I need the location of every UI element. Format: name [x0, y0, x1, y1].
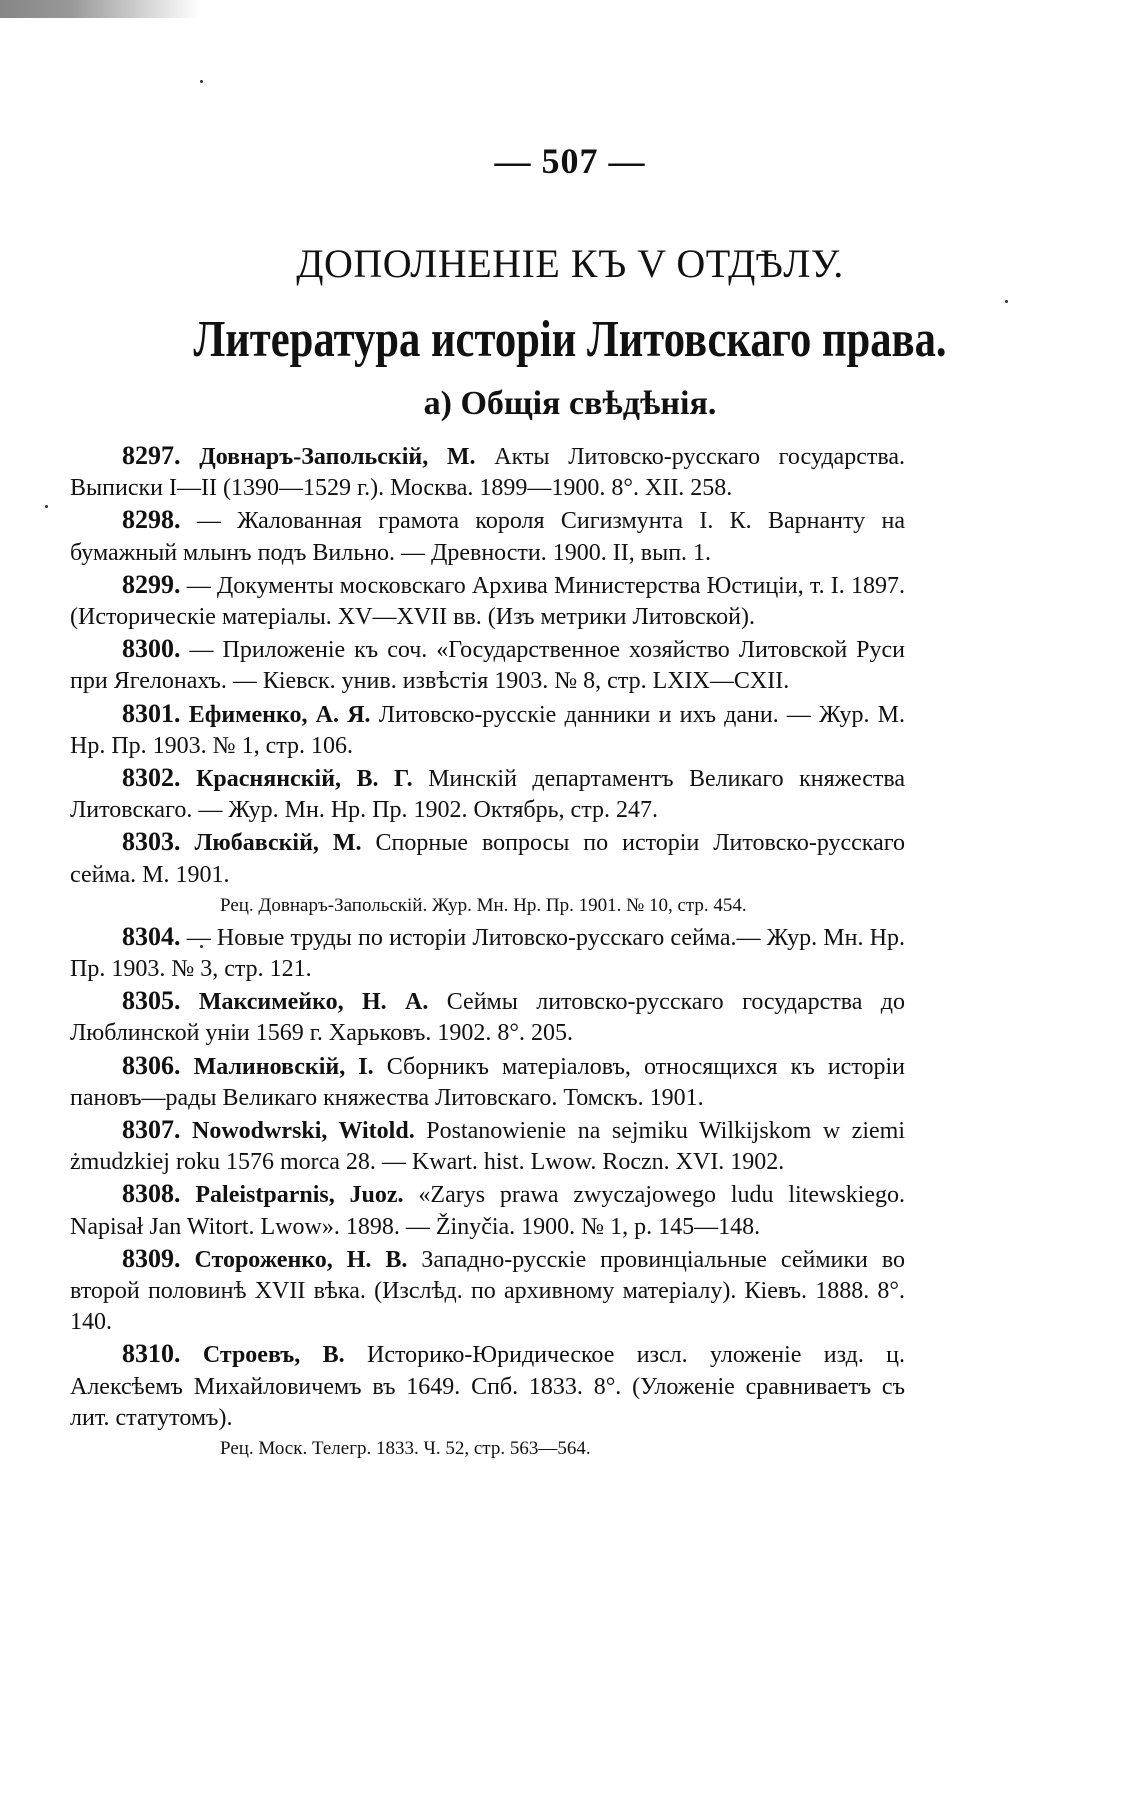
entry-text: Историко-Юридическое изсл. уложеніе изд. ц. Алексѣемъ Михайловичемъ въ 1649. Спб. 1833. 8°. (Уложеніе сравниваетъ съ лит. статутомъ).: [70, 1342, 906, 1431]
entry-number: 8299.: [122, 569, 181, 599]
entry-author: Довнаръ-Запольскій, М.: [199, 444, 476, 470]
entry-text: — Новые труды по исторіи Литовско-русскаго сейма.— Жур. Мн. Нр. Пр. 1903. № 3, стр. 121.: [70, 924, 905, 983]
bibliography-entry: [70, 921, 905, 985]
entry-number: 8307.: [122, 1115, 181, 1145]
bibliography-entry: [70, 762, 905, 826]
scan-speck: [200, 80, 203, 83]
scan-speck: [1005, 300, 1008, 303]
entry-author: Paleistparnis, Juoz.: [195, 1182, 404, 1209]
entry-author: Любавскій, М.: [194, 830, 362, 857]
entry-text: — Приложеніе къ соч. «Государственное хозяйство Литовской Руси при Ягелонахъ. — Кіевск. унив. извѣстія 1903. № 8, стр. LXIX—CXII.: [70, 637, 905, 695]
entry-text: Postanowienie na sejmiku Wilkijskom w ziemi żmudzkiej roku 1576 morca 28. — Kwart. hist. Lwow. Roczn. XVI. 1902.: [70, 1118, 905, 1176]
entry-text: Литовско-русскіе данники и ихъ дани. — Жур. М. Нр. Пр. 1903. № 1, стр. 106.: [70, 701, 906, 759]
page-number: — 507 —: [494, 141, 646, 181]
entry-review: Рец. Моск. Телегр. 1833. Ч. 52, стр. 563—564.: [220, 1438, 591, 1460]
scan-speck: [45, 505, 48, 508]
entry-author: Краснянскій, В. Г.: [196, 766, 413, 793]
bibliography-entry: [70, 1114, 905, 1178]
main-title: Литература исторіи Литовскаго права.: [193, 311, 947, 368]
entry-author: Малиновскій, І.: [193, 1053, 374, 1080]
entry-text: — Документы московскаго Архива Министерства Юстиціи, т. I. 1897. (Историческіе матеріалы. XV—XVII вв. (Изъ метрики Литовской).: [70, 572, 905, 631]
entry-number: 8300.: [122, 634, 181, 664]
entry-number: 8298.: [122, 505, 181, 535]
entry-text: Минскій департаментъ Великаго княжества Литовскаго. — Жур. Мн. Нр. Пр. 1902. Октябрь, стр. 247.: [70, 766, 906, 824]
bibliography-entry: [70, 1050, 905, 1114]
bibliography-entry: [70, 440, 905, 504]
bibliography-entry: [70, 633, 905, 697]
entry-author: Nowodwrski, Witold.: [192, 1118, 415, 1145]
entry-number: 8303.: [122, 827, 181, 857]
entry-text: Сборникъ матеріаловъ, относящихся къ исторіи пановъ—рады Великаго княжества Литовскаго. Томскъ. 1901.: [70, 1053, 906, 1111]
bibliography-entry: [70, 1243, 905, 1339]
entry-author: Стороженко, Н. В.: [194, 1246, 408, 1273]
bibliography-entry: [70, 504, 905, 568]
bibliography-entry: [70, 1338, 905, 1434]
entry-number: 8308.: [122, 1179, 181, 1209]
entry-text: Спорные вопросы по исторіи Литовско-русскаго сейма. М. 1901.: [70, 830, 906, 888]
bibliography-entry: [70, 985, 905, 1049]
entry-number: 8297.: [122, 441, 181, 470]
bibliography-entry: [70, 826, 905, 890]
entry-text: Акты Литовско-русскаго государства. Выписки I—II (1390—1529 г.). Москва. 1899—1900. 8°. XII. 258.: [70, 444, 905, 502]
section-heading: ДОПОЛНЕНІЕ КЪ V ОТДѢЛУ.: [296, 241, 844, 286]
entry-text: Западно-русскіе провинціальные сеймики во второй половинѣ XVII вѣка. (Изслѣд. по архивному матеріалу). Кіевъ. 1888. 8°. 140.: [70, 1246, 906, 1336]
entry-text: Сеймы литовско-русскаго государства до Люблинской уніи 1569 г. Харьковъ. 1902. 8°. 205.: [70, 989, 905, 1047]
entry-number: 8304.: [122, 921, 181, 951]
entry-number: 8309.: [122, 1243, 181, 1273]
bibliography-list: [70, 440, 905, 1464]
bibliography-entry: [70, 569, 905, 633]
entry-number: 8301.: [122, 698, 181, 728]
entry-number: 8310.: [122, 1339, 181, 1369]
bibliography-entry: [70, 1178, 905, 1242]
entry-author: Ефименко, А. Я.: [188, 701, 371, 728]
bibliography-entry: [70, 698, 905, 762]
entry-number: 8306.: [122, 1050, 181, 1080]
subtitle: а) Общія свѣдѣнія.: [423, 385, 717, 422]
entry-review: Рец. Довнаръ-Запольскій. Жур. Мн. Нр. Пр. 1901. № 10, стр. 454.: [220, 894, 747, 916]
entry-number: 8305.: [122, 986, 181, 1016]
entry-author: Максимейко, Н. А.: [198, 989, 429, 1016]
entry-text: «Zarys prawa zwyczajowego ludu litewskiego. Napisał Jan Witort. Lwow». 1898. — Žinyčia. 1900. № 1, р. 145—148.: [70, 1182, 906, 1240]
entry-author: Строевъ, В.: [202, 1342, 345, 1369]
entry-text: — Жалованная грамота короля Сигизмунта I. К. Варнанту на бумажный млынъ подъ Вильно. — Древности. 1900. II, вып. 1.: [70, 508, 905, 566]
scan-edge-marks: [0, 0, 200, 18]
entry-number: 8302.: [122, 763, 181, 793]
